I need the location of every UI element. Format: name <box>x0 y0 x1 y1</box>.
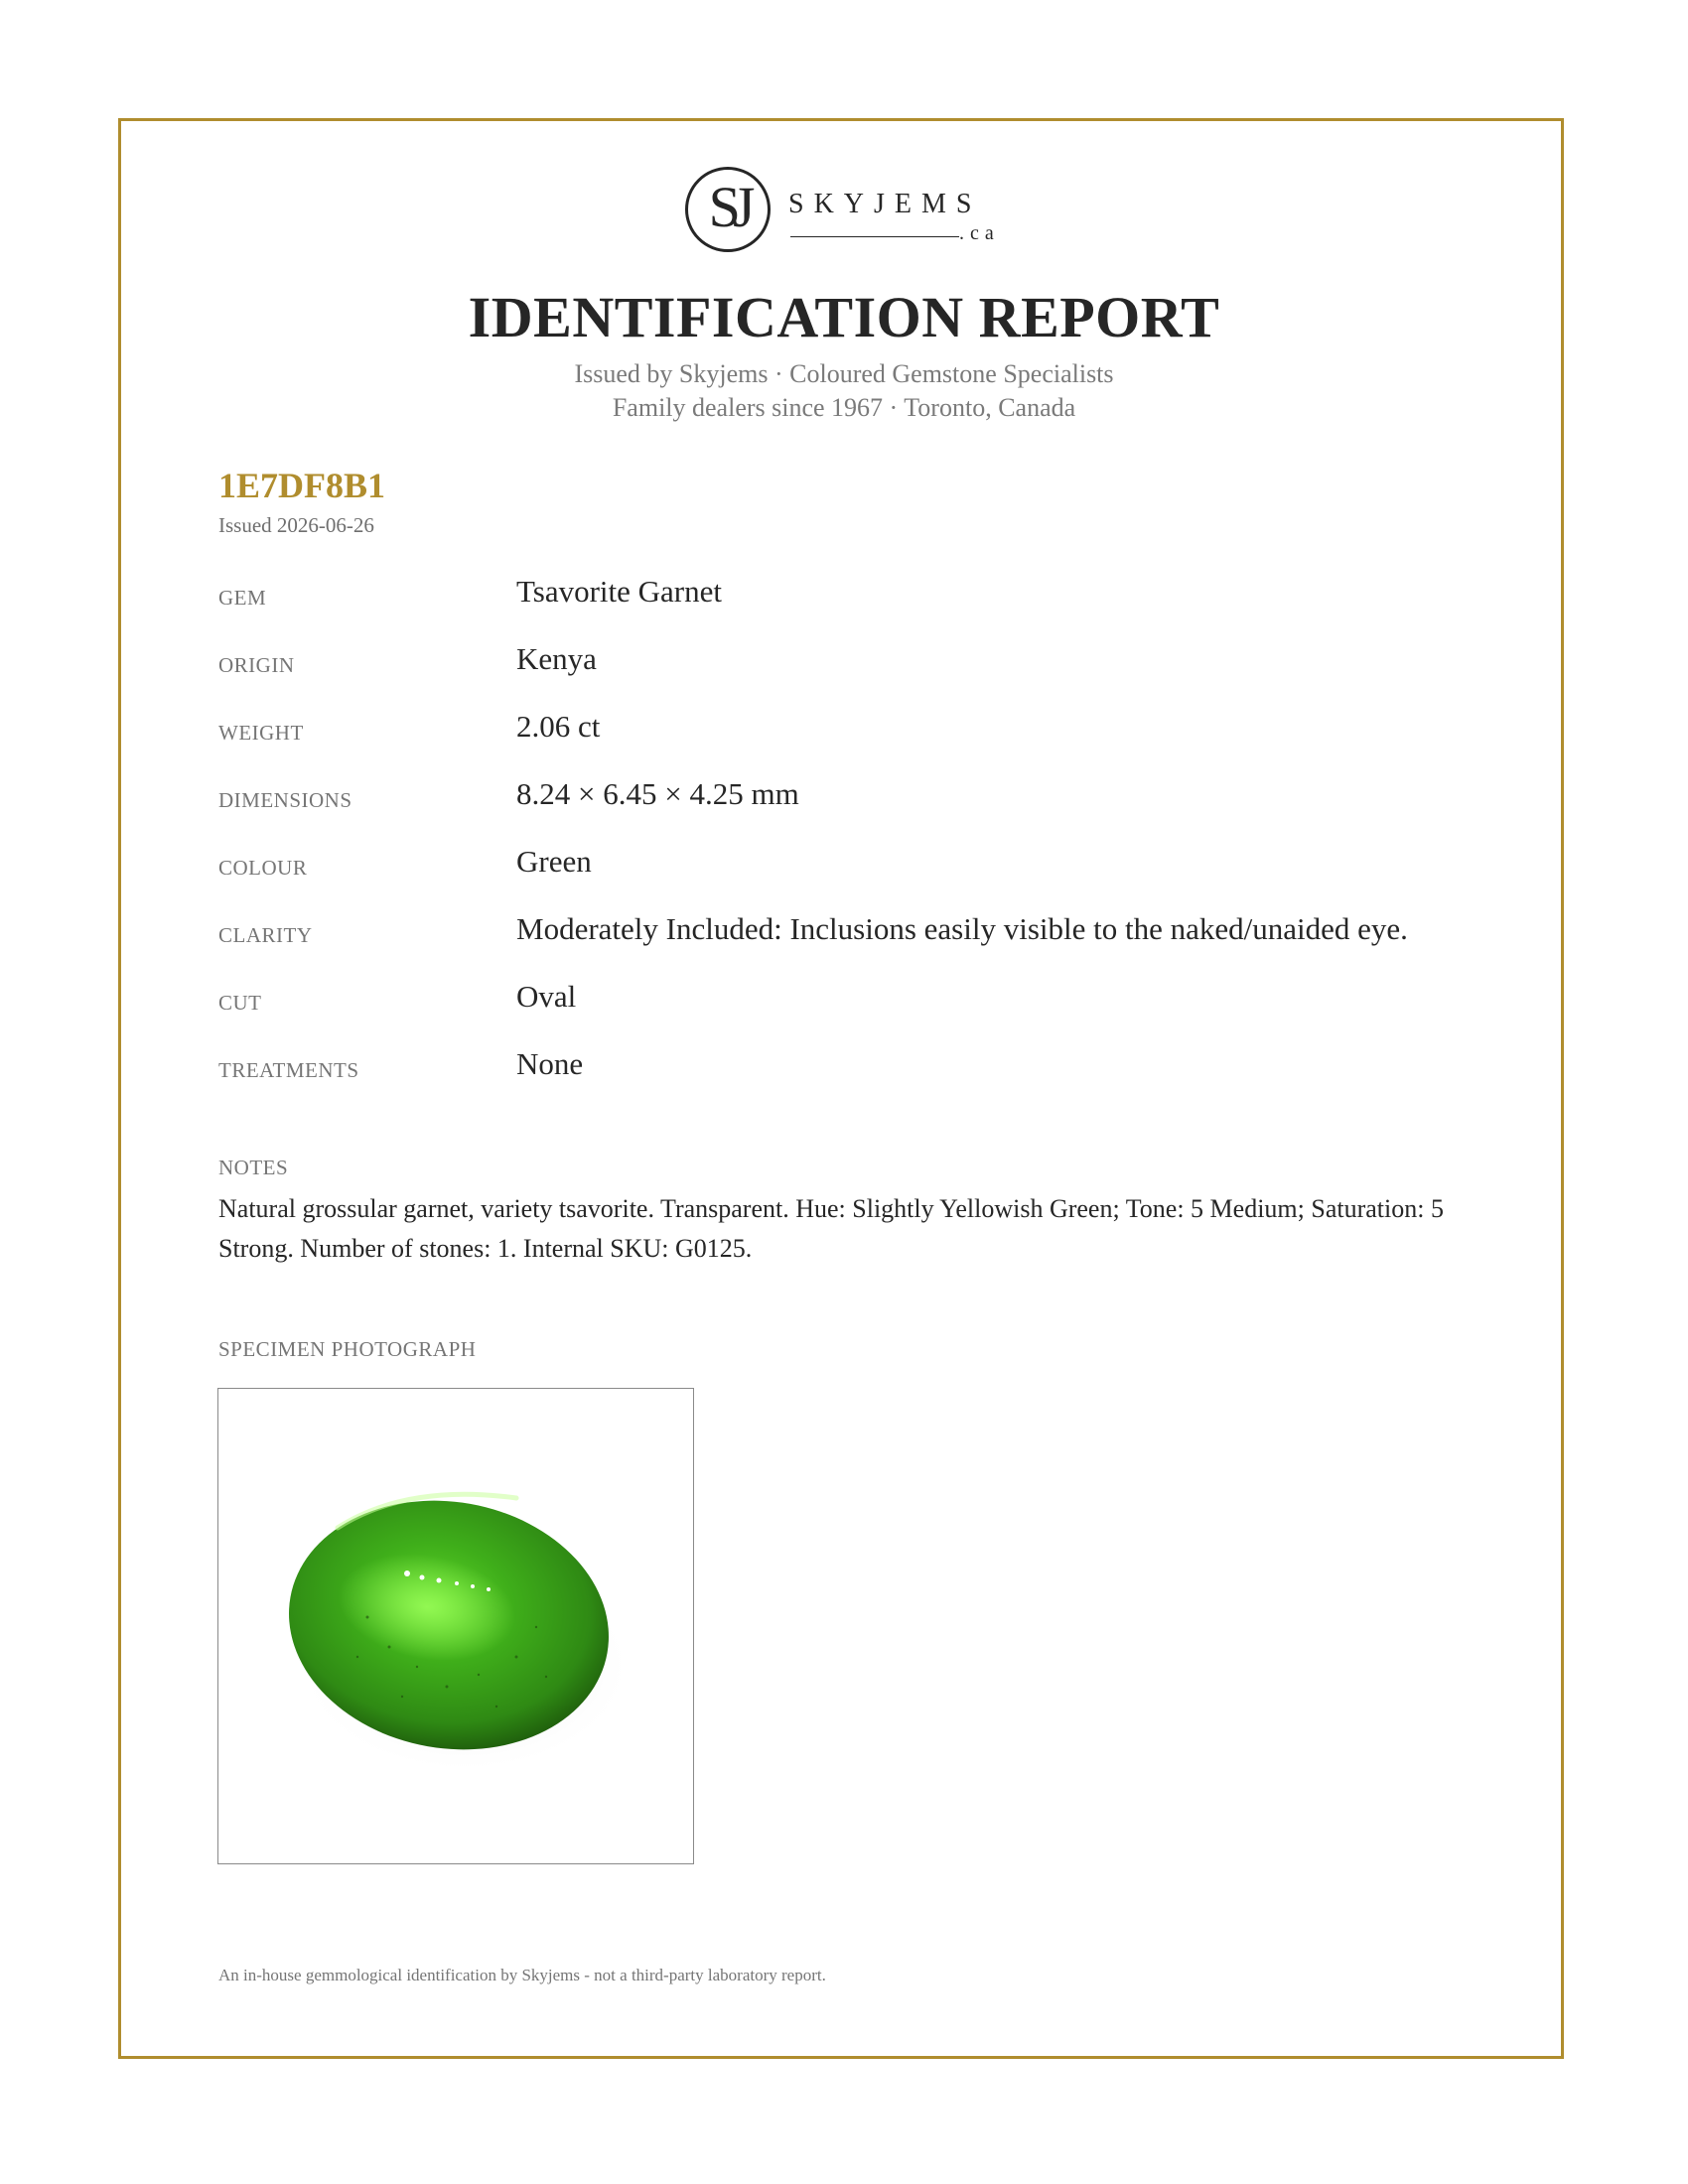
field-label-colour: COLOUR <box>218 856 308 880</box>
field-value-dimensions: 8.24 × 6.45 × 4.25 mm <box>516 776 799 811</box>
photo-label: SPECIMEN PHOTOGRAPH <box>218 1337 477 1361</box>
field-label-clarity: CLARITY <box>218 923 313 947</box>
field-value-colour: Green <box>516 844 592 879</box>
gem-image <box>218 1389 694 1864</box>
report-subtitle-line2: Family dealers since 1967 · Toronto, Canada <box>612 393 1076 422</box>
field-value-origin: Kenya <box>516 641 597 676</box>
field-label-dimensions: DIMENSIONS <box>218 788 352 812</box>
report-subtitle-line1: Issued by Skyjems · Coloured Gemstone Specialists <box>574 359 1114 388</box>
field-label-treatments: TREATMENTS <box>218 1058 359 1082</box>
report-title: IDENTIFICATION REPORT <box>468 285 1220 349</box>
field-value-weight: 2.06 ct <box>516 709 601 744</box>
brand-logo <box>685 167 1003 262</box>
field-value-clarity: Moderately Included: Inclusions easily visible to the naked/unaided eye. <box>516 911 1408 946</box>
field-label-weight: WEIGHT <box>218 721 304 745</box>
logo-monogram: SJ <box>708 175 748 239</box>
field-value-cut: Oval <box>516 979 577 1014</box>
notes-text: Natural grossular garnet, variety tsavorite. Transparent. Hue: Slightly Yellowish Green; Tone: 5 Medium; Saturation: 5 Strong. Number of stones: 1. Internal SKU: G0125. <box>218 1194 1444 1263</box>
field-value-gem: Tsavorite Garnet <box>516 574 722 609</box>
logo-domain: .ca <box>959 222 1000 244</box>
footer-disclaimer: An in-house gemmological identification by Skyjems - not a third-party laboratory report. <box>218 1966 826 1984</box>
notes-label: NOTES <box>218 1156 289 1179</box>
logo-wordmark: SKYJEMS <box>788 189 982 219</box>
field-label-gem: GEM <box>218 586 267 610</box>
field-value-treatments: None <box>516 1046 584 1081</box>
specimen-photograph <box>217 1388 694 1864</box>
field-label-origin: ORIGIN <box>218 653 295 677</box>
logo-underline <box>790 236 959 237</box>
report-id: 1E7DF8B1 <box>218 466 386 505</box>
field-label-cut: CUT <box>218 991 262 1015</box>
issued-date: Issued 2026-06-26 <box>218 513 374 537</box>
